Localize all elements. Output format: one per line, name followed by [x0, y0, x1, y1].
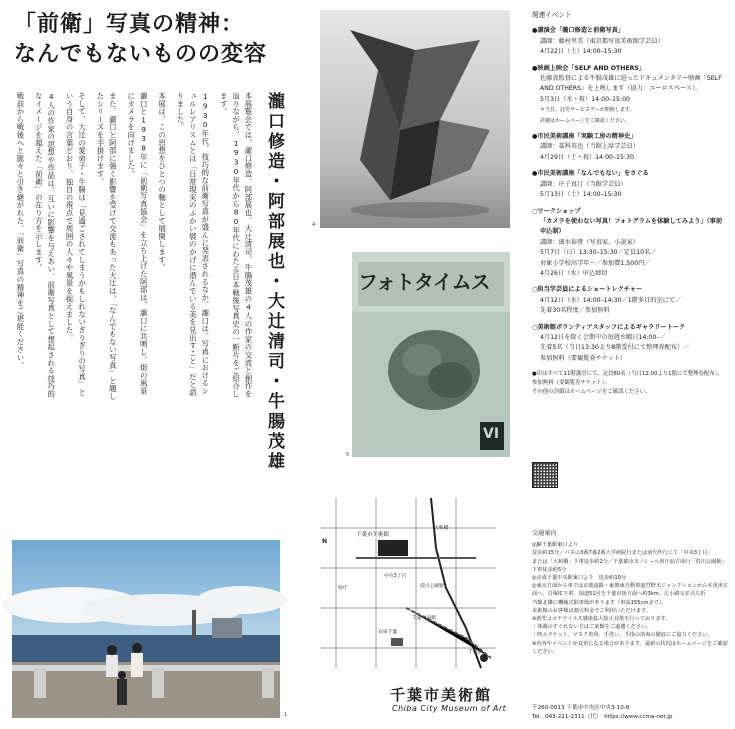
event-detail: 5月3日（水・祝）14:00–15:00: [540, 95, 630, 103]
event-title: ●映画上映会「SELF AND OTHERS」: [532, 64, 646, 72]
access-map: [316, 488, 502, 674]
contact: Tel：043-221-2311（代） https://www.ccma-net.jp: [532, 714, 673, 720]
event-title: ○ワークショップ: [532, 207, 581, 215]
access-line: ※新型コロナウイルス感染拡大防止対策を行っております。: [532, 616, 671, 623]
event-item: [532, 64, 727, 126]
access-line: ◎JR千葉駅東口より: [532, 542, 578, 549]
map-label-museum: 千葉市美術館: [356, 532, 390, 538]
access-heading: 交通案内: [532, 530, 557, 537]
artist-names: 瀧口修造・阿部展也・大辻清司・牛腸茂雄: [264, 92, 284, 472]
event-item: [532, 26, 727, 57]
event-detail: 5月7日（日）13:30–15:30／定員10名／: [540, 249, 657, 257]
event-item: [532, 207, 727, 280]
access-line: ・咳エチケット、マスク着用、手洗い、手指の消毒の徹底にご協力ください。: [532, 632, 713, 639]
event-detail: 4月12日を除く会期中の毎週水曜日14:00–／: [540, 333, 666, 341]
magazine-title: フォトタイムス: [358, 270, 490, 294]
access-line: ◎京成千葉中央駅東口より 徒歩約10分: [532, 575, 627, 582]
events-heading: 関連イベント: [532, 11, 572, 19]
map-label: 千葉中央駅: [412, 616, 436, 621]
harbor-photo: [12, 540, 280, 718]
title-line-2: なんでもないものの変容: [14, 42, 268, 67]
intro-paragraph: 戦前から戦後へと脈々と引き継がれた、「前衛」写真の精神をご堪能ください。: [15, 92, 25, 370]
access-line: 当館北隣に機械式駐車場があります（車高155cmまで）。: [532, 599, 667, 606]
intro-paragraph: 瀧口と1938年に「前衛写真協会」を立ち上げた阿部は、瀧口に共鳴し、街の風景にカメラを向けました。: [126, 92, 149, 395]
access-line: 徒歩約15分／バスの3番7番2番大学病院行または南矢作行にて「中央3丁目」: [532, 550, 713, 557]
intro-paragraph: 本展は、この思想をひとつの軸として展開します。: [157, 92, 167, 272]
event-detail: 5月13日（土）14:00–15:30: [540, 191, 622, 199]
events-column: [532, 10, 727, 397]
event-item: [532, 169, 727, 200]
event-title: ○担当学芸員によるショートレクチャー: [532, 286, 643, 294]
event-item: [532, 285, 727, 316]
map-label: 大和橋: [434, 526, 449, 531]
magazine-cover: [352, 252, 510, 457]
museum-name-jp: 千葉市美術館: [390, 686, 493, 704]
event-detail: 4月22日（土）14:00–15:30: [540, 48, 622, 56]
access-line: ・体調のすぐれない方はご来館をご遠慮ください。: [532, 624, 652, 631]
event-detail: 4月12日（水）14:00–14:30／1階多目的室にて／: [540, 296, 682, 304]
intro-text: [15, 92, 254, 402]
qr-code[interactable]: [532, 462, 558, 488]
access-info: [532, 530, 730, 656]
magazine-volume: VI: [483, 426, 500, 442]
event-detail: 4月26日（水）申込締切: [540, 269, 608, 277]
event-detail: 佐藤真監督による牛腸茂雄に迫ったドキュメンタリー映画『SELF AND OTHERS』を上映します（協力：ユーロスペース）。: [540, 75, 722, 93]
map-label: 葭川公園駅: [420, 584, 444, 589]
access-line: 美術館のお客様は割引料金でご利用いただけます。: [532, 607, 651, 614]
map-label: 千葉駅: [468, 650, 483, 655]
note-line: その他の詳細はホームページをご確認ください。: [532, 389, 651, 396]
caption-number: 4: [312, 222, 316, 228]
event-title: ●市民美術講座「なんでもない」をさぐる: [532, 170, 649, 178]
event-detail: ＊当日、託児サービスデーが開催します。: [540, 107, 635, 114]
event-detail: 詳細はホームページをご確認ください。: [540, 117, 630, 124]
exhibition-title: [14, 10, 304, 70]
event-title: ○美術館ボランティアスタッフによるギャラリートーク: [532, 323, 686, 331]
intro-paragraph: 1930年代、技巧的な前衛写真が盛んに発表されるなか、瀧口は、写真におけるシュルレアリスムとは「日常現実のふかい襞のかげに潜んでいる美を見出すこと」だと語りました。: [175, 92, 210, 397]
event-detail: 講師：藤村里美（東京都写真美術館学芸員）: [540, 37, 664, 45]
sculpture-photo: [320, 10, 510, 228]
intro-paragraph: 本展覧会では、瀧口修造、阿部展也、大辻清司、牛腸茂雄の4人の作家の交流と創作を辿りながら、1930年代から80年代にわたる日本戦後写真史の一断片をご紹介します。: [219, 92, 253, 398]
map-label: 県庁: [338, 586, 348, 591]
event-detail: 「カメラを使わない写真！フォトグラムを体験してみよう」（事前申込制）: [540, 217, 723, 236]
map-label: 中央3丁目: [384, 574, 407, 579]
intro-paragraph: また、瀧口と阿部に強く影響を受けて交流もあった大辻は、「なんでもない写真」と題したシリーズを手掛けます。: [95, 92, 118, 401]
caption-number: 5: [346, 452, 350, 458]
event-detail: 講師：濱水裕貴（写真家、小説家）: [540, 238, 639, 246]
event-item: [532, 323, 727, 365]
map-label: 京成千葉: [378, 630, 398, 635]
event-detail: 対象小学校高学年〜／参加費1,500円／: [540, 259, 651, 267]
event-detail: 講師：庄子真汀（当館学芸員）: [540, 180, 627, 188]
north-arrow-icon: N: [322, 538, 328, 545]
event-item: [532, 132, 727, 163]
title-line-1: 「前衛」写真の精神：: [14, 12, 245, 37]
event-detail: 講師：藁科英也（当館上席学芸員）: [540, 143, 639, 151]
events-note: [532, 370, 727, 397]
intro-paragraph: 4人の作家の思想や作品は、互いに影響を与えあい、前衛写真として想起される技巧的なイメージを超えた「前衛」の在り方を示します。: [34, 92, 56, 398]
event-detail: 先着5名（当日13:30より8階受付にて整理券配布）／: [540, 344, 690, 352]
footer: [532, 704, 732, 722]
event-detail: 4月29日（土・祝）14:00–15:30: [540, 153, 634, 161]
event-detail: 先着30名程度／参加無料: [540, 307, 610, 315]
access-line: または「大和橋」下車徒歩約2分／千葉都市モノレール県庁前方面行「葭川公園駅」下車徒歩約5分: [532, 558, 727, 573]
intro-paragraph: そして、大辻の愛弟子・牛腸は「見過ごされてしまうかもしれないぎりぎりの写真」という自身の言葉どおり、独自の視点で周囲の人々や風景を捉えました。: [65, 92, 87, 397]
access-line: ※内容やイベントが変更になる場合があります。最新の状況はホームページをご確認ください。: [532, 640, 728, 655]
note-line: ●印はすべて11階講堂にて、定員80名（当日12:00より1階にて整理券配布）、参加無料（要観覧券チケット）。: [532, 371, 723, 387]
museum-name-en: Chiba City Museum of Art: [392, 704, 507, 713]
event-detail: 参加無料（要観覧券チケット）: [540, 354, 627, 362]
event-title: ●市民美術講座「実験工房の精神史」: [532, 133, 637, 141]
caption-number: 1: [284, 712, 288, 718]
address: 〒260-0013 千葉市中央区中央3-10-8: [532, 705, 630, 711]
event-title: ●講演会「瀧口修造と前衛写真」: [532, 27, 625, 35]
access-line: ◎東京方面から車では京葉道路・東関東自動車道宮野木ジャンクションから木更津方面へ、貝塚IC下車、国道51号を千葉市街方面へ約3km。広小路交差点左折: [532, 583, 729, 598]
